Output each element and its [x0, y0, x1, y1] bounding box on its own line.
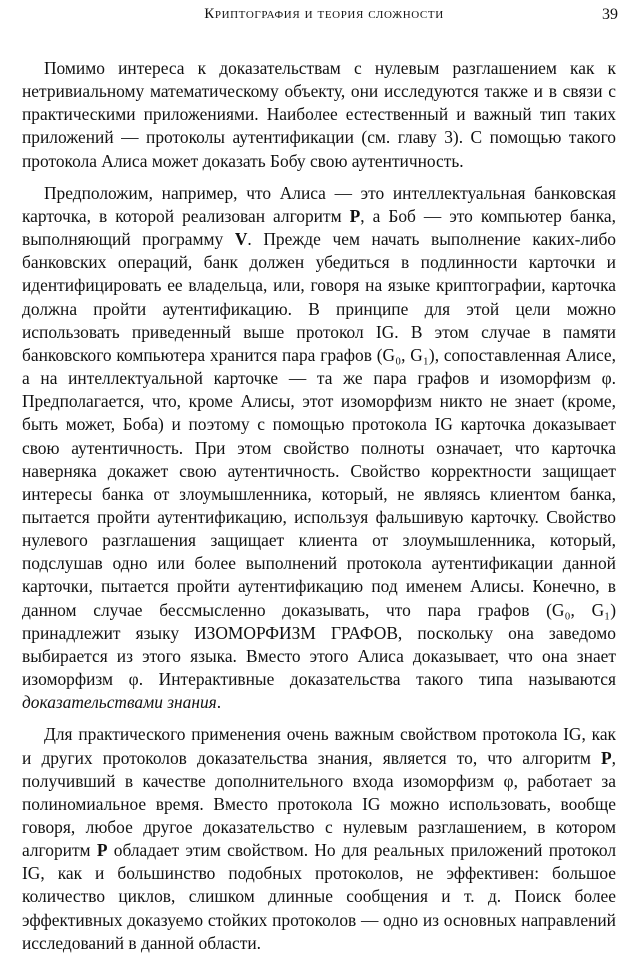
running-header	[30, 6, 618, 32]
program-v: V	[234, 229, 248, 250]
algorithm-p: P	[601, 747, 612, 768]
text-run: , а Боб — это компьютер банка, выполняющий программу	[22, 205, 616, 250]
body-text	[22, 57, 616, 964]
text-run: Предположим, например, что Алиса — это интеллектуальная банковская карточка, в которой реализован алгоритм	[22, 182, 616, 226]
text-run: .	[216, 692, 222, 713]
text-run: обладает этим свойством. Но для реальных приложений протокол IG, как и большинство подобных протоколов, не эффективен: большое количество циклов, слишком длинные сообщения и т. д. Поиск более эффективных доказуемо стойких протоколов — одно из основных направлений исследований в данной области.	[22, 840, 616, 953]
running-title: Криптография и теория сложности	[204, 6, 444, 22]
paragraph-practical-application	[22, 723, 616, 955]
paragraph-zero-knowledge-intro	[22, 57, 616, 173]
paragraph-smart-card-example	[22, 182, 616, 715]
page-number: 39	[602, 6, 618, 23]
text-run: . Прежде чем начать выполнение каких-либо банковских операций, банк должен убедиться в подлинности карточки и идентифицировать ее владельца, или, говоря на языке криптографии, карточка должна пройти аутентификацию. В принципе для этой цели можно использовать приведенный выше протокол IG. В этом случае в памяти банковского компьютера хранится пара графов (G₀, G₁), сопоставленная Алисе, а на интеллектуальной карточке — та же пара графов и изоморфизм φ. Предполагается, что, кроме Алисы, этот изоморфизм никто не знает (кроме, быть может, Боба) и поэтому с помощью протокола IG карточка доказывает свою аутентичность. При этом свойство полноты означает, что карточка наверняка докажет свою аутентичность. Свойство корректности защищает интересы банка от злоумышленника, который, не являясь клиентом банка, пытается пройти аутентификацию, используя фальшивую карточку. Свойство нулевого разглашения защищает клиента от злоумышленника, который, подслушав одно или более выполнений протокола аутентификации данной карточки, пытается пройти аутентификацию под именем Алисы. Конечно, в данном случае бессмысленно доказывать, что пара графов (G₀, G₁) принадлежит языку ИЗОМОРФИЗМ ГРАФОВ, поскольку она заведомо выбирается из этого языка. Вместо этого Алиса доказывает, что она знает изоморфизм φ. Интерактивные доказательства такого типа называются	[22, 229, 617, 690]
paragraph-text: Помимо интереса к доказательствам с нулевым разглашением как к нетривиальному математическому объекту, они исследуются также и в связи с практическими приложениями. Наиболее естественный и важный тип таких приложений — протоколы аутентификации (см. главу 3). С помощью такого протокола Алиса может доказать Бобу свою аутентичность.	[22, 58, 616, 171]
algorithm-p: P	[349, 205, 361, 226]
text-run: , получивший в качестве дополнительного входа изоморфизм φ, работает за полиномиальное время. Вместо протокола IG можно использовать, вообще говоря, любое другое доказательство с нулевым разглашением, в котором алгоритм	[22, 747, 616, 861]
emphasized-term: доказательствами знания	[22, 692, 217, 713]
text-run: Для практического применения очень важным свойством протокола IG, как и других протоколов доказательства знания, является то, что алгоритм	[22, 724, 616, 768]
algorithm-p: P	[96, 840, 108, 861]
